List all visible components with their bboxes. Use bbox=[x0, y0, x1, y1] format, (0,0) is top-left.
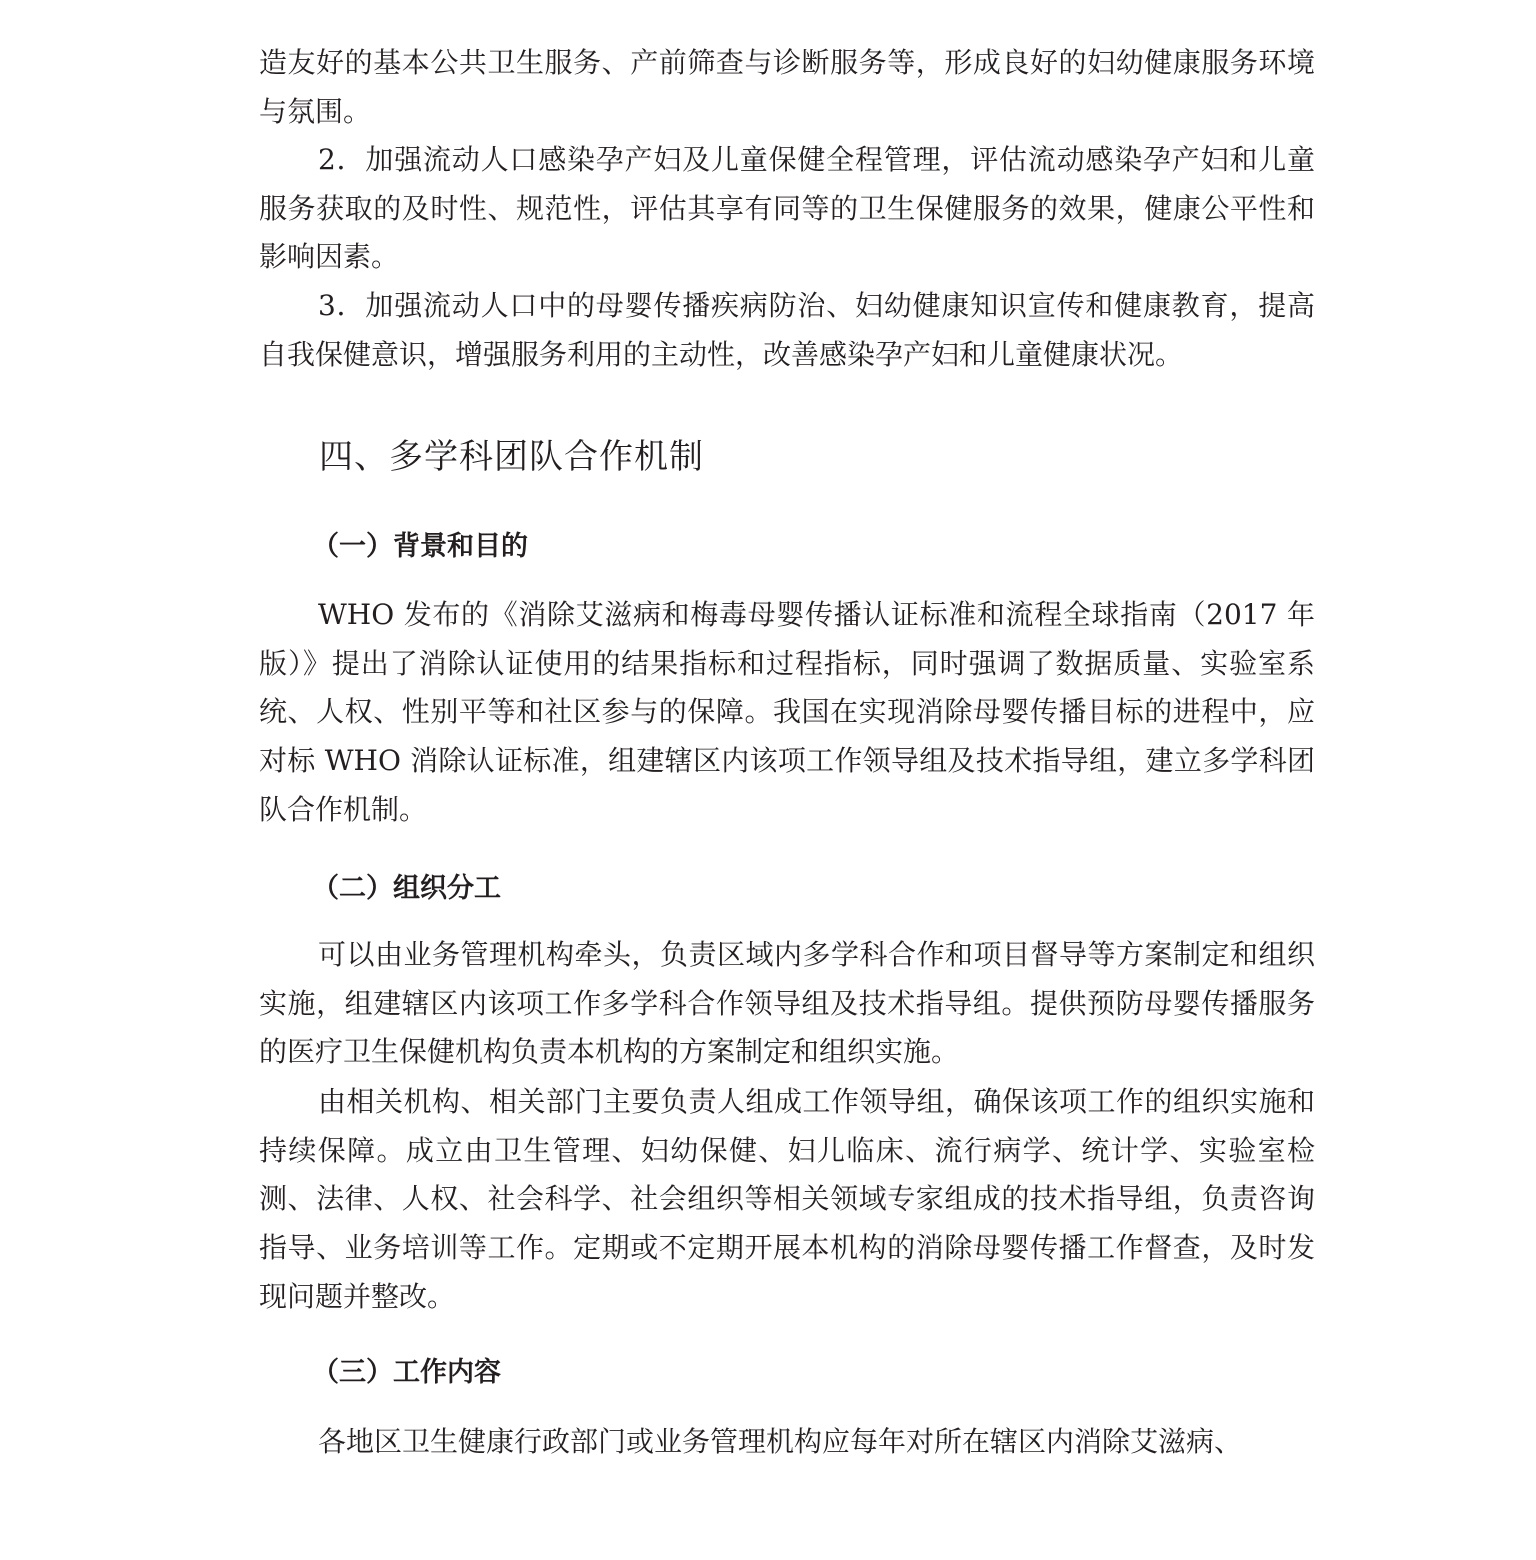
subsection-heading-background: （一）背景和目的 bbox=[312, 531, 528, 562]
paragraph-intro-continuation: 造友好的基本公共卫生服务、产前筛查与诊断服务等，形成良好的妇幼健康服务环境与氛围。 bbox=[259, 46, 1315, 128]
paragraph-item-2: 2．加强流动人口感染孕产妇及儿童保健全程管理，评估流动感染孕产妇和儿童服务获取的及时性、规范性，评估其享有同等的卫生保健服务的效果，健康公平性和影响因素。 bbox=[259, 143, 1315, 274]
section-heading: 四、多学科团队合作机制 bbox=[319, 437, 704, 477]
paragraph-organization-2: 由相关机构、相关部门主要负责人组成工作领导组，确保该项工作的组织实施和持续保障。成立由卫生管理、妇幼保健、妇儿临床、流行病学、统计学、实验室检测、法律、人权、社会科学、社会组织等相关领域专家组成的技术指导组，负责咨询指导、业务培训等工作。定期或不定期开展本机构的消除母婴传播工作督查，及时发现问题并整改。 bbox=[259, 1085, 1315, 1313]
subsection-heading-work-content: （三）工作内容 bbox=[312, 1357, 501, 1388]
paragraph-organization-1: 可以由业务管理机构牵头，负责区域内多学科合作和项目督导等方案制定和组织实施，组建辖区内该项工作多学科合作领导组及技术指导组。提供预防母婴传播服务的医疗卫生保健机构负责本机构的方案制定和组织实施。 bbox=[259, 938, 1315, 1069]
paragraph-work-content: 各地区卫生健康行政部门或业务管理机构应每年对所在辖区内消除艾滋病、 bbox=[318, 1425, 1243, 1458]
paragraph-background: WHO 发布的《消除艾滋病和梅毒母婴传播认证标准和流程全球指南（2017 年版）》提出了消除认证使用的结果指标和过程指标，同时强调了数据质量、实验室系统、人权、性别平等和社区参与的保障。我国在实现消除母婴传播目标的进程中，应对标 WHO 消除认证标准，组建辖区内该项工作领导组及技术指导组，建立多学科团队合作机制。 bbox=[259, 598, 1315, 826]
paragraph-item-3: 3．加强流动人口中的母婴传播疾病防治、妇幼健康知识宣传和健康教育，提高自我保健意识，增强服务利用的主动性，改善感染孕产妇和儿童健康状况。 bbox=[259, 289, 1315, 371]
subsection-heading-organization: （二）组织分工 bbox=[312, 873, 501, 904]
